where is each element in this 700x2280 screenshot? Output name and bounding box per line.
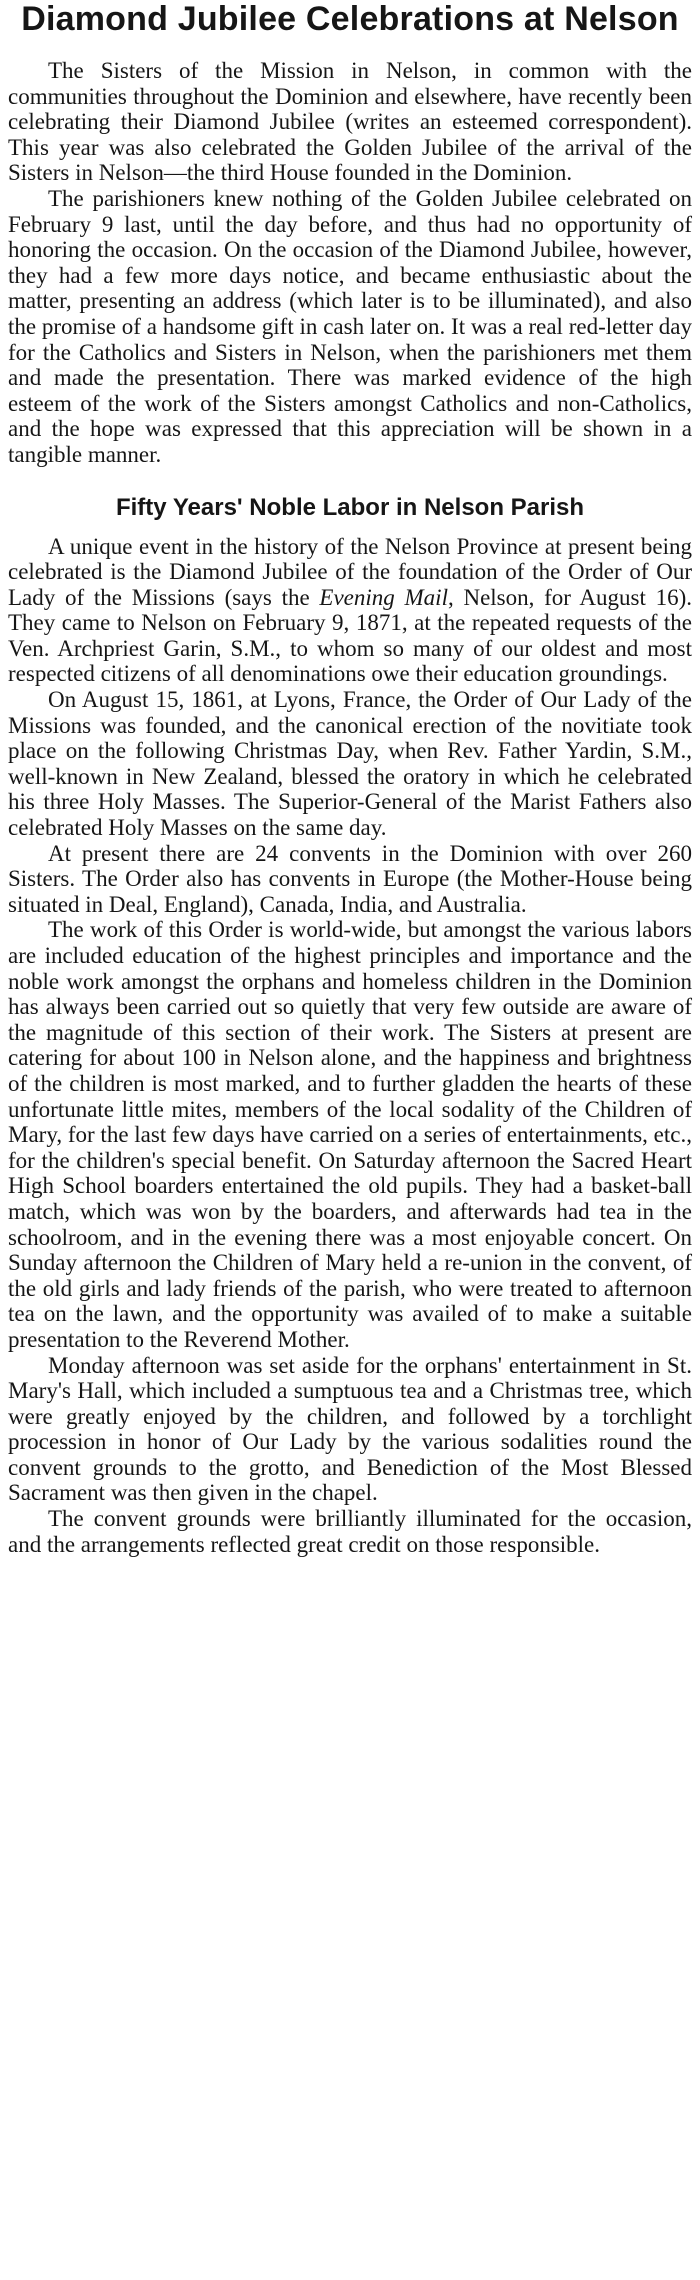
intro-paragraph: The Sisters of the Mission in Nelson, in common with the communities throughout the Dominion and elsewhere, have recently been celebrating their Diamond Jubilee (writes an esteemed correspondent). This year was also celebrated the Golden Jubilee of the arrival of the Sisters in Nelson—the third House founded in the Dominion. [8, 58, 692, 186]
main-paragraph: The convent grounds were brilliantly illuminated for the occasion, and the arrangements reflected great credit on those responsible. [8, 1506, 692, 1557]
main-section [8, 534, 692, 1558]
newspaper-name: Evening Mail [319, 584, 448, 610]
article-headline: Diamond Jubilee Celebrations at Nelson [21, 0, 679, 38]
paragraph-text: , Nelson, for August 16). They came to Nelson on February 9, 1871, at the repeated requests of the Ven. Archpriest Garin, S.M., to whom so many of our oldest and most respected citizens of all denominations owe their education groundings. [8, 584, 693, 687]
article-subheadline: Fifty Years' Noble Labor in Nelson Parish [115, 493, 585, 521]
article-page [8, 0, 692, 1557]
main-paragraph: At present there are 24 convents in the Dominion with over 260 Sisters. The Order also has convents in Europe (the Mother-House being situated in Deal, England), Canada, India, and Australia. [8, 840, 692, 917]
main-paragraph [8, 534, 692, 688]
intro-paragraph: The parishioners knew nothing of the Golden Jubilee celebrated on February 9 last, until the day before, and thus had no opportunity of honoring the occasion. On the occasion of the Diamond Jubilee, however, they had a few more days notice, and became enthusiastic about the matter, presenting an address (which later is to be illuminated), and also the promise of a handsome gift in cash later on. It was a real red-letter day for the Catholics and Sisters in Nelson, when the parishioners met them and made the presentation. There was marked evidence of the high esteem of the work of the Sisters amongst Catholics and non-Catholics, and the hope was expressed that this appreciation will be shown in a tangible manner. [8, 185, 692, 467]
paragraph-text: A unique event in the history of the Nelson Province at present being celebrated is the Diamond Jubilee of the foundation of the Order of Our Lady of the Missions (says the [8, 533, 692, 610]
main-paragraph: On August 15, 1861, at Lyons, France, the Order of Our Lady of the Missions was founded, and the canonical erection of the novitiate took place on the following Christmas Day, when Rev. Father Yardin, S.M., well-known in New Zealand, blessed the oratory in which he celebrated his three Holy Masses. The Superior-General of the Marist Fathers also celebrated Holy Masses on the same day. [8, 687, 692, 841]
main-paragraph: The work of this Order is world-wide, but amongst the various labors are included education of the highest principles and importance and the noble work amongst the orphans and homeless children in the Dominion has always been carried out so quietly that very few outside are aware of the magnitude of this section of their work. The Sisters at present are catering for about 100 in Nelson alone, and the happiness and brightness of the children is most marked, and to further gladden the hearts of these unfortunate little mites, members of the local sodality of the Children of Mary, for the last few days have carried on a series of entertainments, etc., for the children's special benefit. On Saturday afternoon the Sacred Heart High School boarders entertained the old pupils. They had a basket-ball match, which was won by the boarders, and afterwards had tea in the schoolroom, and in the evening there was a most enjoyable concert. On Sunday afternoon the Children of Mary held a re-union in the convent, of the old girls and lady friends of the parish, who were treated to afternoon tea on the lawn, and the opportunity was availed of to make a suitable presentation to the Reverend Mother. [8, 917, 692, 1352]
section-gap [8, 468, 692, 488]
intro-section [8, 58, 692, 468]
main-paragraph: Monday afternoon was set aside for the orphans' entertainment in St. Mary's Hall, which included a sumptuous tea and a Christmas tree, which were greatly enjoyed by the children, and followed by a torchlight procession in honor of Our Lady by the various sodalities round the convent grounds to the grotto, and Benediction of the Most Blessed Sacrament was then given in the chapel. [8, 1352, 692, 1506]
